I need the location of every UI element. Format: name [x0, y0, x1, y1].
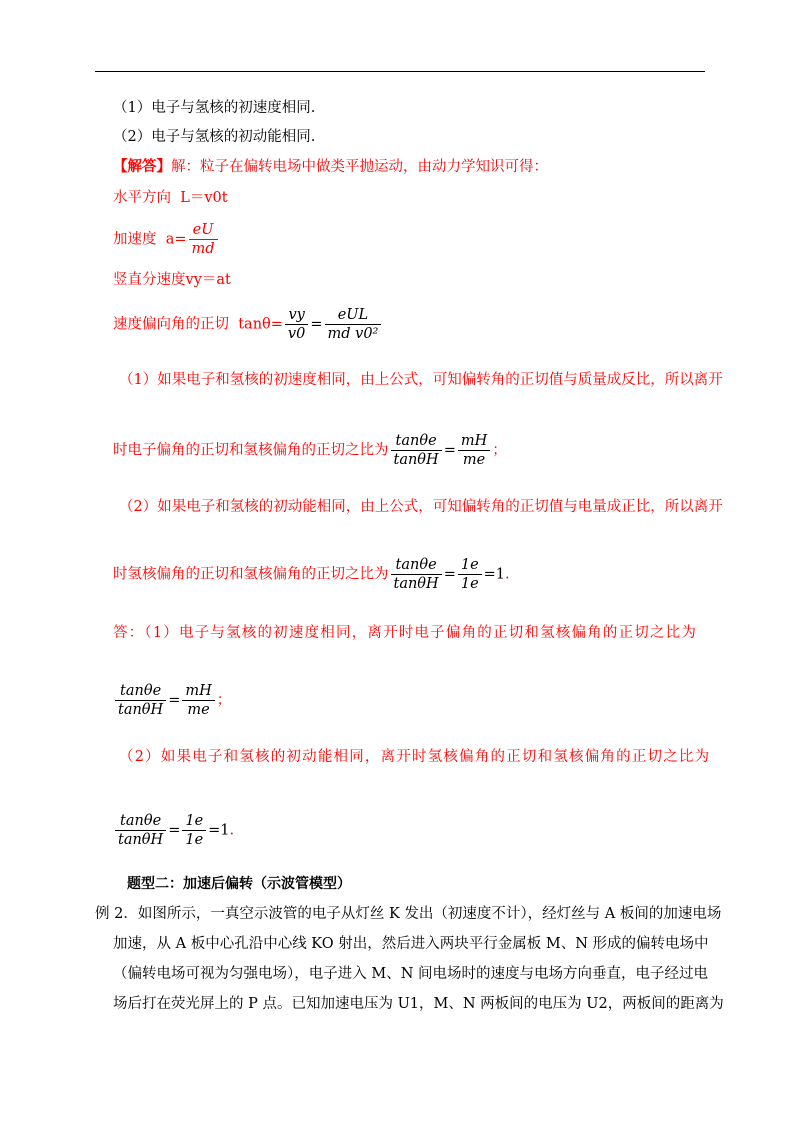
final1-ratio-num: tanθe: [115, 682, 166, 701]
accel-fraction: [189, 221, 218, 258]
final2-charge-num: 1e: [182, 812, 206, 831]
section-title: 题型二：加速后偏转（示波管模型）: [127, 876, 351, 892]
vert-label: 竖直分速度: [113, 272, 186, 288]
case2-ratio-num: tanθe: [391, 556, 442, 575]
horizontal-formula: L＝v0t: [180, 190, 228, 206]
final2-charge-fraction: [182, 812, 206, 849]
accel-numerator: eU: [189, 221, 218, 240]
final1-mass-den: me: [187, 702, 210, 718]
final1-mass-num: mH: [182, 682, 214, 701]
case2-one: =1: [483, 566, 506, 583]
tan-lhs: tanθ=: [238, 316, 283, 333]
case1-ratio-num: tanθe: [391, 432, 442, 451]
case2-charge-den: 1e: [460, 576, 479, 592]
case1-text-2: 时电子偏角的正切和氢核偏角的正切之比为 $\frac{\tan\theta e}{\tan\theta H}$ = $\frac{mH}{me}$ ；: [113, 433, 507, 468]
horizontal-label: 水平方向: [113, 190, 171, 206]
tan-den-2: md v0²: [327, 326, 379, 342]
case1-ratio-fraction: [391, 432, 442, 469]
final2-ratio-den: tanθH: [118, 832, 164, 848]
final2-ratio-num: tanθe: [115, 812, 166, 831]
case1-mass-fraction: [458, 432, 490, 469]
header-rule: [95, 71, 705, 72]
final2-one: =1: [208, 822, 230, 839]
final1-semicolon: ；: [216, 692, 232, 709]
final1-ratio-fraction: [115, 682, 166, 719]
condition-2: （2）电子与氢核的初动能相同.: [113, 129, 316, 145]
answer-intro: [113, 157, 548, 177]
final-answer-1-formula: $\frac{\tan\theta e}{\tan\theta H}$ = $\frac{mH}{me}$ ；: [113, 682, 231, 719]
final2-charge-den: 1e: [185, 832, 204, 848]
final2-ratio-fraction: [115, 812, 166, 849]
example-line-2: 加速，从 A 板中心孔沿中心线 KO 射出，然后进入两块平行金属板 M、N 形成的偏转电场中: [113, 936, 709, 952]
horizontal-equation: [113, 188, 228, 208]
case2-period: .: [505, 566, 510, 583]
vert-formula: vy＝at: [185, 272, 231, 288]
answer-tag: 【解答】: [113, 158, 171, 175]
final1-ratio-den: tanθH: [118, 702, 164, 718]
final2-period: .: [229, 822, 235, 839]
final-answer-2: （2）如果电子和氢核的初动能相同，离开时氢核偏角的正切和氢核偏角的正切之比为: [119, 749, 711, 765]
case2-ratio-fraction: [391, 556, 442, 593]
acceleration-equation: [113, 221, 220, 258]
case2-charge-fraction: [458, 556, 482, 593]
case2-ratio-den: tanθH: [393, 576, 439, 592]
accel-lhs: a=: [165, 231, 187, 248]
accel-denominator: md: [191, 241, 215, 257]
case1-mass-num: mH: [458, 432, 490, 451]
case1-ratio-den: tanθH: [393, 452, 439, 468]
case2-text-1: （2）如果电子和氢核的初动能相同，由上公式，可知偏转角的正切值与电量成正比，所以离开: [119, 499, 723, 515]
case1-semicolon: ；: [492, 442, 507, 459]
accel-label: 加速度: [113, 231, 157, 248]
case2-charge-num: 1e: [458, 556, 482, 575]
case1-text-2-content: 时电子偏角的正切和氢核偏角的正切之比为: [113, 442, 389, 459]
tan-fraction-1: [285, 306, 308, 343]
tan-fraction-2: [325, 306, 382, 343]
tan-equation: 速度偏向角的正切 tanθ= $\frac{vy}{v0}$ = $\frac{\text{eUL}}{\text{md v0²}}$: [113, 306, 383, 343]
final-answer-2-formula: $\frac{\tan\theta e}{\tan\theta H}$ = $\frac{1e}{1e}$ =1.: [113, 812, 234, 849]
example-line-1: 例 2．如图所示，一真空示波管的电子从灯丝 K 发出（初速度不计），经灯丝与 A 板间的加速电场: [95, 906, 722, 922]
case1-text-1: （1）如果电子和氢核的初速度相同，由上公式，可知偏转角的正切值与质量成反比，所以离开: [119, 372, 723, 388]
example-line-4: 场后打在荧光屏上的 P 点。已知加速电压为 U1，M、N 两板间的电压为 U2，两板间的距离为: [113, 996, 724, 1012]
case1-mass-den: me: [462, 452, 486, 468]
condition-1: （1）电子与氢核的初速度相同.: [113, 100, 316, 116]
final-answer-1: 答：（1）电子与氢核的初速度相同，离开时电子偏角的正切和氢核偏角的正切之比为: [113, 625, 698, 641]
vertical-velocity-equation: [113, 270, 231, 290]
case2-text-2-content: 时氢核偏角的正切和氢核偏角的正切之比为: [113, 566, 389, 583]
tan-num-1: vy: [285, 306, 308, 325]
tan-label: 速度偏向角的正切: [113, 316, 229, 333]
example-line-3: （偏转电场可视为匀强电场），电子进入 M、N 间电场时的速度与电场方向垂直，电子经过电: [113, 966, 708, 982]
case2-text-2: 时氢核偏角的正切和氢核偏角的正切之比为 $\frac{\tan\theta e}{\tan\theta H}$ = $\frac{1e}{1e}$ =1.: [113, 557, 510, 592]
answer-intro-text: 解：粒子在偏转电场中做类平抛运动，由动力学知识可得：: [171, 159, 548, 175]
tan-den-1: v0: [287, 326, 306, 342]
final1-mass-fraction: [182, 682, 214, 719]
tan-num-2: eUL: [325, 306, 382, 325]
